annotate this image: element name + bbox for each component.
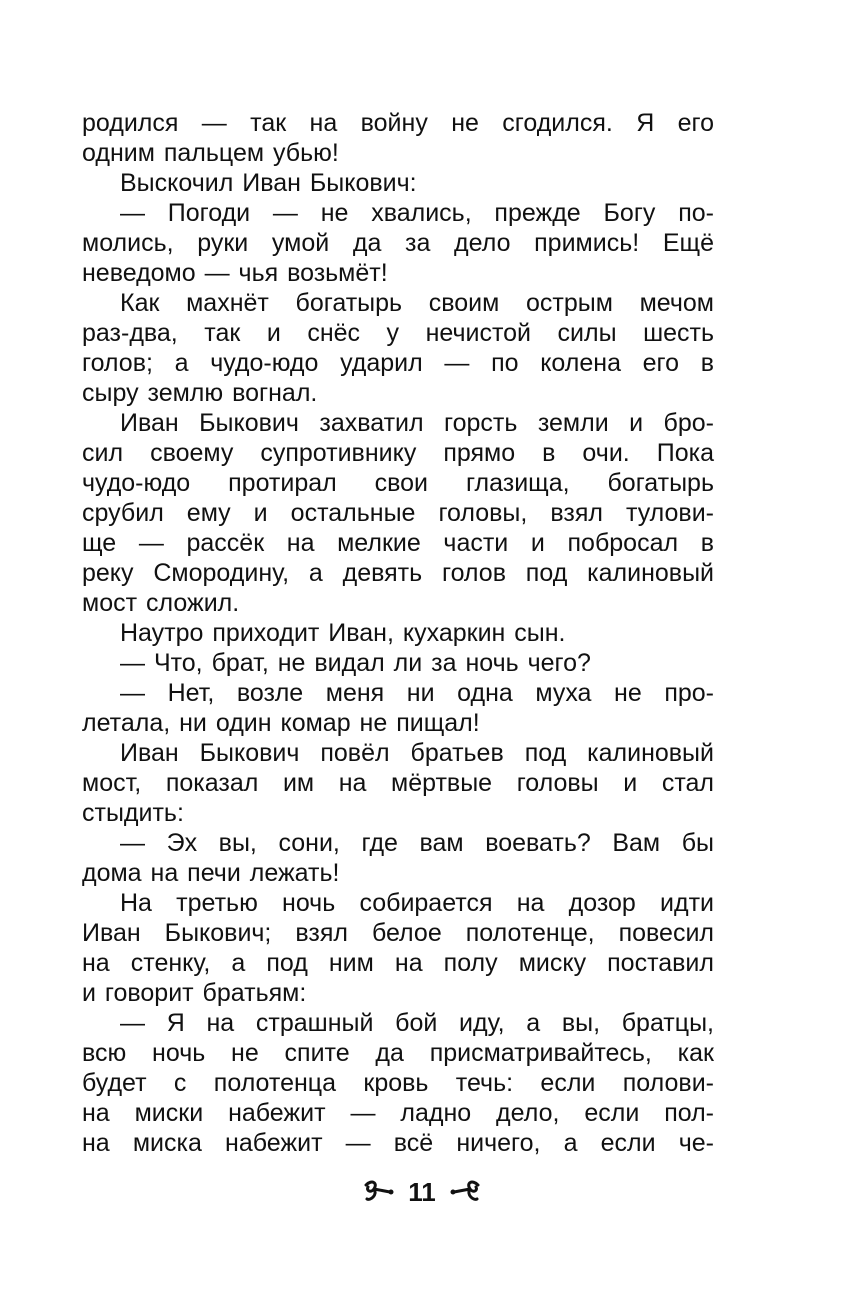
text-line: молись, руки умой да за дело примись! Ещё: [82, 229, 714, 257]
text-line: — Я на страшный бой иду, а вы, братцы,: [120, 1009, 714, 1037]
text-line: Выскочил Иван Быкович:: [120, 169, 417, 197]
text-line: ще — рассёк на мелкие части и побросал в: [82, 529, 714, 557]
text-line: реку Смородину, а девять голов под калиновый: [82, 559, 714, 587]
text-line: и говорит братьям:: [82, 979, 307, 1007]
text-line: Как махнёт богатырь своим острым мечом: [120, 289, 714, 317]
text-line: стыдить:: [82, 799, 184, 827]
left-scroll-ornament-icon: [362, 1177, 396, 1207]
text-line: на миска набежит — всё ничего, а если че-: [82, 1129, 714, 1157]
text-line: на стенку, а под ним на полу миску поставил: [82, 949, 714, 977]
text-line: дома на печи лежать!: [82, 859, 340, 887]
text-line: — Погоди — не хвались, прежде Богу по-: [120, 199, 714, 227]
text-line: чудо-юдо протирал свои глазища, богатырь: [82, 469, 714, 497]
text-line: сыру землю вогнал.: [82, 379, 318, 407]
text-line: мост, показал им на мёртвые головы и стал: [82, 769, 714, 797]
text-line: — Что, брат, не видал ли за ночь чего?: [120, 649, 591, 677]
page-footer: [0, 1172, 844, 1212]
text-line: родился — так на войну не сгодился. Я его: [82, 109, 714, 137]
text-line: неведомо — чья возьмёт!: [82, 259, 388, 287]
text-line: срубил ему и остальные головы, взял тулови-: [82, 499, 714, 527]
text-line: — Эх вы, сони, где вам воевать? Вам бы: [120, 829, 714, 857]
right-scroll-ornament-icon: [448, 1177, 482, 1207]
text-line: — Нет, возле меня ни одна муха не про-: [120, 679, 714, 707]
body-text: [82, 108, 714, 1158]
text-line: летала, ни один комар не пищал!: [82, 709, 480, 737]
text-line: мост сложил.: [82, 589, 240, 617]
text-line: Иван Быкович; взял белое полотенце, повесил: [82, 919, 714, 947]
page-number: 11: [408, 1176, 436, 1207]
text-line: Наутро приходит Иван, кухаркин сын.: [120, 619, 566, 647]
text-line: голов; а чудо-юдо ударил — по колена его в: [82, 349, 714, 377]
text-line: на миски набежит — ладно дело, если пол-: [82, 1099, 714, 1127]
text-line: Иван Быкович захватил горсть земли и бро-: [120, 409, 714, 437]
text-line: Иван Быкович повёл братьев под калиновый: [120, 739, 714, 767]
text-line: будет с полотенца кровь течь: если полови-: [82, 1069, 714, 1097]
text-line: всю ночь не спите да присматривайтесь, как: [82, 1039, 714, 1067]
text-line: На третью ночь собирается на дозор идти: [120, 889, 714, 917]
text-line: сил своему супротивнику прямо в очи. Пока: [82, 439, 714, 467]
text-line: раз-два, так и снёс у нечистой силы шесть: [82, 319, 714, 347]
text-line: одним пальцем убью!: [82, 139, 339, 167]
